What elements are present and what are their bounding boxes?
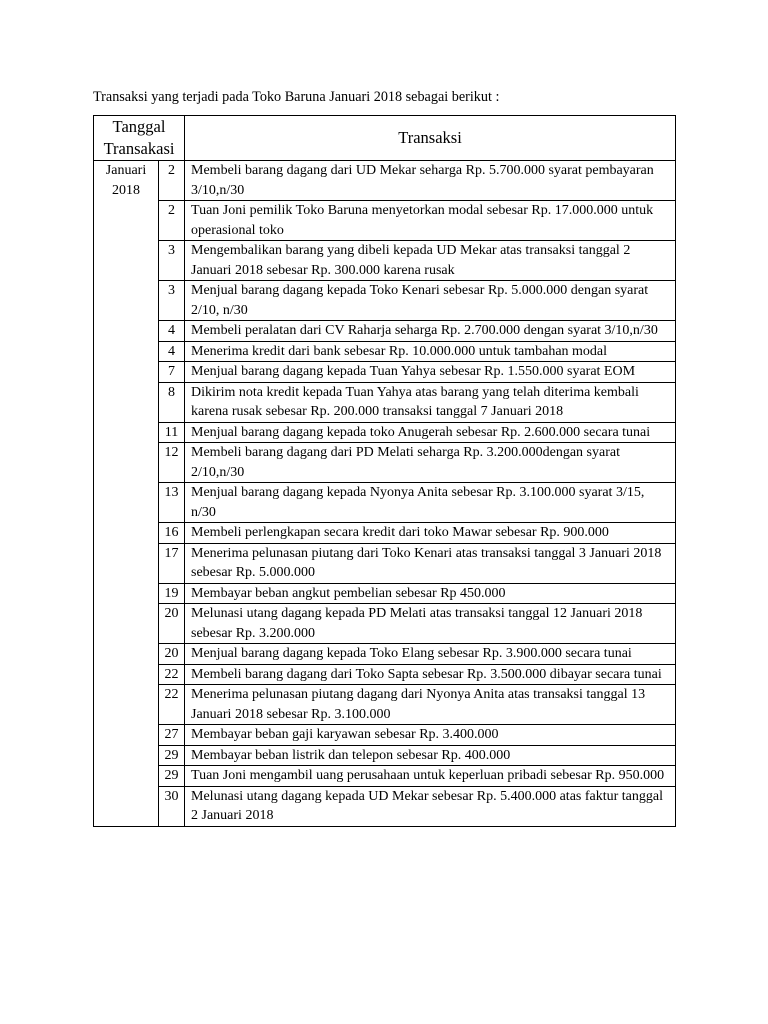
description-cell: Menjual barang dagang kepada Toko Kenari sebesar Rp. 5.000.000 dengan syarat 2/10, n/30 [185, 281, 676, 321]
header-transaksi: Transaksi [185, 116, 676, 161]
description-cell: Melunasi utang dagang kepada UD Mekar sebesar Rp. 5.400.000 atas faktur tanggal 2 Januari 2018 [185, 786, 676, 826]
description-cell: Membeli barang dagang dari Toko Sapta sebesar Rp. 3.500.000 dibayar secara tunai [185, 664, 676, 685]
header-tanggal-line2: Transakasi [103, 139, 175, 158]
description-cell: Membayar beban listrik dan telepon sebesar Rp. 400.000 [185, 745, 676, 766]
table-header-row [94, 116, 676, 161]
table-row [94, 321, 676, 342]
day-cell: 20 [159, 644, 185, 665]
description-cell: Menjual barang dagang kepada toko Anugerah sebesar Rp. 2.600.000 secara tunai [185, 422, 676, 443]
table-row [94, 362, 676, 383]
description-cell: Membeli peralatan dari CV Raharja seharga Rp. 2.700.000 dengan syarat 3/10,n/30 [185, 321, 676, 342]
description-cell: Menerima pelunasan piutang dagang dari Nyonya Anita atas transaksi tanggal 13 Januari 2018 sebesar Rp. 3.100.000 [185, 685, 676, 725]
transactions-body [94, 161, 676, 827]
table-row [94, 483, 676, 523]
table-row [94, 341, 676, 362]
day-cell: 3 [159, 281, 185, 321]
month-label: Januari [105, 163, 147, 178]
description-cell: Menjual barang dagang kepada Tuan Yahya sebesar Rp. 1.550.000 syarat EOM [185, 362, 676, 383]
day-cell: 30 [159, 786, 185, 826]
table-row [94, 644, 676, 665]
description-cell: Menjual barang dagang kepada Nyonya Anita sebesar Rp. 3.100.000 syarat 3/15, n/30 [185, 483, 676, 523]
description-cell: Membeli perlengkapan secara kredit dari toko Mawar sebesar Rp. 900.000 [185, 523, 676, 544]
day-cell: 20 [159, 604, 185, 644]
day-cell: 4 [159, 341, 185, 362]
day-cell: 16 [159, 523, 185, 544]
description-cell: Membeli barang dagang dari PD Melati seharga Rp. 3.200.000dengan syarat 2/10,n/30 [185, 443, 676, 483]
table-row [94, 543, 676, 583]
header-tanggal-line1: Tanggal [112, 117, 166, 136]
table-row [94, 161, 676, 201]
day-cell: 22 [159, 685, 185, 725]
table-row [94, 685, 676, 725]
day-cell: 8 [159, 382, 185, 422]
description-cell: Menerima kredit dari bank sebesar Rp. 10.000.000 untuk tambahan modal [185, 341, 676, 362]
day-cell: 29 [159, 745, 185, 766]
table-row [94, 664, 676, 685]
description-cell: Membayar beban angkut pembelian sebesar Rp 450.000 [185, 583, 676, 604]
day-cell: 7 [159, 362, 185, 383]
day-cell: 29 [159, 766, 185, 787]
table-row [94, 241, 676, 281]
transactions-table [93, 115, 676, 827]
day-cell: 3 [159, 241, 185, 281]
description-cell: Menerima pelunasan piutang dari Toko Kenari atas transaksi tanggal 3 Januari 2018 sebesar Rp. 5.000.000 [185, 543, 676, 583]
year-label: 2018 [112, 182, 140, 198]
day-cell: 19 [159, 583, 185, 604]
month-cell [94, 161, 159, 827]
table-row [94, 281, 676, 321]
description-cell: Membeli barang dagang dari UD Mekar seharga Rp. 5.700.000 syarat pembayaran 3/10,n/30 [185, 161, 676, 201]
table-row [94, 745, 676, 766]
document-title: Transaksi yang terjadi pada Toko Baruna Januari 2018 sebagai berikut : [93, 89, 500, 105]
description-cell: Tuan Joni mengambil uang perusahaan untuk keperluan pribadi sebesar Rp. 950.000 [185, 766, 676, 787]
description-cell: Membayar beban gaji karyawan sebesar Rp. 3.400.000 [185, 725, 676, 746]
day-cell: 22 [159, 664, 185, 685]
table-row [94, 604, 676, 644]
day-cell: 2 [159, 201, 185, 241]
day-cell: 12 [159, 443, 185, 483]
day-cell: 4 [159, 321, 185, 342]
table-row [94, 201, 676, 241]
day-cell: 17 [159, 543, 185, 583]
table-row [94, 786, 676, 826]
table-row [94, 382, 676, 422]
table-row [94, 766, 676, 787]
table-row [94, 523, 676, 544]
header-tanggal-transaksi [94, 116, 185, 161]
table-row [94, 583, 676, 604]
description-cell: Menjual barang dagang kepada Toko Elang sebesar Rp. 3.900.000 secara tunai [185, 644, 676, 665]
description-cell: Dikirim nota kredit kepada Tuan Yahya atas barang yang telah diterima kembali karena rusak sebesar Rp. 200.000 transaksi tanggal 7 Januari 2018 [185, 382, 676, 422]
table-row [94, 443, 676, 483]
description-cell: Melunasi utang dagang kepada PD Melati atas transaksi tanggal 12 Januari 2018 sebesar Rp. 3.200.000 [185, 604, 676, 644]
day-cell: 27 [159, 725, 185, 746]
day-cell: 11 [159, 422, 185, 443]
description-cell: Tuan Joni pemilik Toko Baruna menyetorkan modal sebesar Rp. 17.000.000 untuk operasional toko [185, 201, 676, 241]
day-cell: 13 [159, 483, 185, 523]
table-row [94, 422, 676, 443]
day-cell: 2 [159, 161, 185, 201]
description-cell: Mengembalikan barang yang dibeli kepada UD Mekar atas transaksi tanggal 2 Januari 2018 sebesar Rp. 300.000 karena rusak [185, 241, 676, 281]
table-row [94, 725, 676, 746]
